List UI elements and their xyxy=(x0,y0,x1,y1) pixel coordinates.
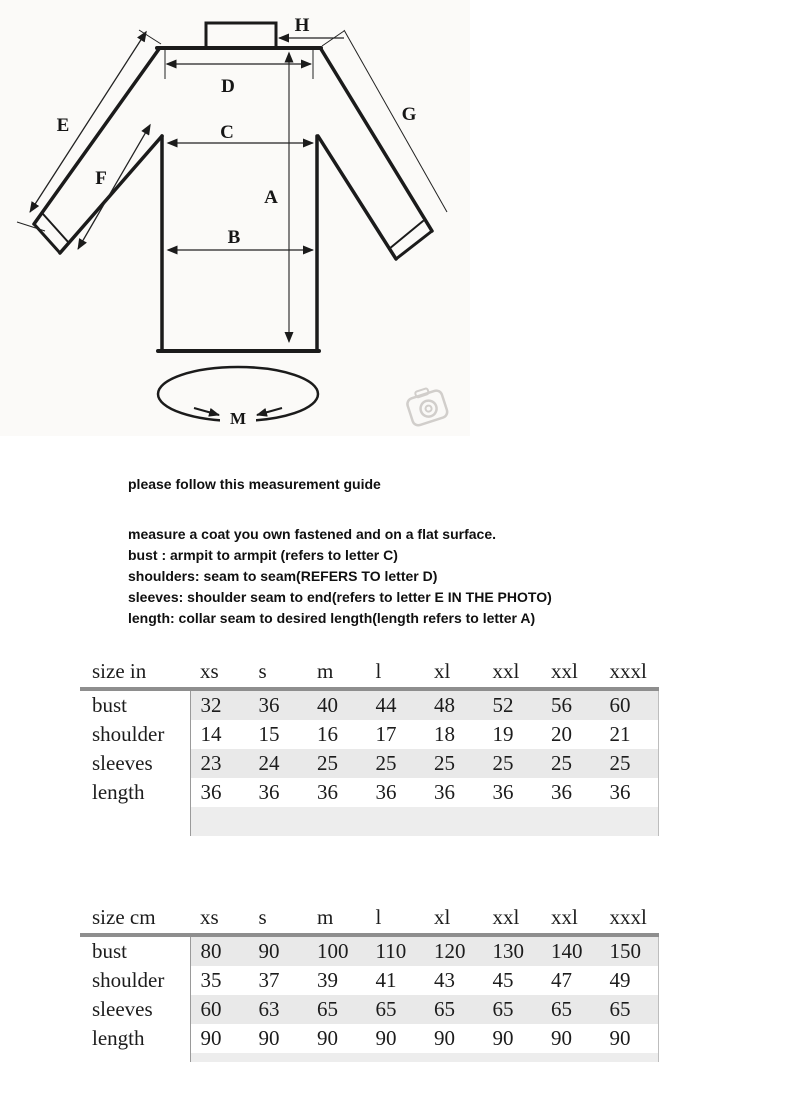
column-header: m xyxy=(307,904,366,935)
instruction-line: bust : armpit to armpit (refers to letter C) xyxy=(128,547,398,563)
size-value: 65 xyxy=(424,995,483,1024)
instruction-line: length: collar seam to desired length(length refers to letter A) xyxy=(128,610,536,626)
size-value: 36 xyxy=(551,780,572,804)
size-value: 25 xyxy=(424,749,483,778)
column-header: xl xyxy=(424,904,483,935)
table-title: size cm xyxy=(80,904,190,935)
header-row xyxy=(80,904,658,935)
instructions-title: please follow this measurement guide xyxy=(128,476,381,492)
header-row xyxy=(80,659,658,689)
size-value: 65 xyxy=(483,995,542,1024)
label-H: H xyxy=(294,15,310,36)
size-value: 60 xyxy=(600,689,659,720)
column-header: l xyxy=(366,659,425,689)
size-value: 65 xyxy=(541,995,600,1024)
column-header: xs xyxy=(190,659,249,689)
row-label: shoulder xyxy=(80,966,190,995)
size-value: 120 xyxy=(424,935,483,966)
size-value: 36 xyxy=(600,778,659,807)
empty-row xyxy=(80,1053,658,1062)
size-value: 56 xyxy=(541,689,600,720)
size-value: 44 xyxy=(366,689,425,720)
size-value: 16 xyxy=(317,722,338,746)
size-value: 90 xyxy=(551,1026,572,1050)
column-header: xxxl xyxy=(600,659,659,689)
size-value: 36 xyxy=(249,689,308,720)
size-value: 90 xyxy=(249,935,308,966)
size-value: 90 xyxy=(600,1024,659,1053)
size-value: 63 xyxy=(249,995,308,1024)
size-value: 90 xyxy=(317,1026,338,1050)
label-E: E xyxy=(56,115,70,136)
size-value: 37 xyxy=(258,968,280,992)
label-D: D xyxy=(221,76,235,97)
measurement-diagram xyxy=(0,0,470,436)
size-value: 80 xyxy=(190,935,249,966)
size-value: 14 xyxy=(190,720,249,749)
empty-row xyxy=(80,807,658,836)
size-value: 110 xyxy=(366,935,425,966)
size-value: 23 xyxy=(190,749,249,778)
size-value: 150 xyxy=(600,935,659,966)
size-value: 36 xyxy=(258,780,280,804)
size-value: 65 xyxy=(600,995,659,1024)
size-value: 36 xyxy=(375,780,397,804)
size-value: 18 xyxy=(434,722,455,746)
size-value: 25 xyxy=(483,749,542,778)
size-value: 36 xyxy=(434,780,455,804)
size-value: 90 xyxy=(375,1026,397,1050)
size-value: 43 xyxy=(434,968,455,992)
size-value: 41 xyxy=(375,968,397,992)
instruction-line: shoulders: seam to seam(REFERS TO letter D) xyxy=(128,568,438,584)
row-label: sleeves xyxy=(80,995,190,1024)
size-value: 17 xyxy=(375,722,397,746)
instruction-line: measure a coat you own fastened and on a flat surface. xyxy=(128,526,496,542)
label-G: G xyxy=(401,104,417,125)
size-value: 32 xyxy=(190,689,249,720)
table-body xyxy=(80,935,658,1053)
size-value: 90 xyxy=(492,1026,514,1050)
column-header: xxl xyxy=(541,659,600,689)
column-header: s xyxy=(249,659,308,689)
table-title: size in xyxy=(80,659,190,689)
table-row xyxy=(80,935,658,966)
label-F: F xyxy=(95,168,107,189)
instruction-line: sleeves: shoulder seam to end(refers to letter E IN THE PHOTO) xyxy=(128,589,552,605)
column-header: xxl xyxy=(541,904,600,935)
size-value: 52 xyxy=(483,689,542,720)
column-header: s xyxy=(249,904,308,935)
label-C: C xyxy=(220,122,234,143)
size-value: 25 xyxy=(541,749,600,778)
table-row xyxy=(80,1024,658,1053)
size-value: 49 xyxy=(600,966,659,995)
row-label: bust xyxy=(80,935,190,966)
column-header: m xyxy=(307,659,366,689)
size-value: 60 xyxy=(190,995,249,1024)
column-header: xs xyxy=(190,904,249,935)
column-header: xl xyxy=(424,659,483,689)
row-label: bust xyxy=(80,689,190,720)
scan-background xyxy=(0,0,470,436)
size-value: 90 xyxy=(434,1026,455,1050)
row-label: sleeves xyxy=(80,749,190,778)
column-header: xxl xyxy=(483,904,542,935)
instructions xyxy=(128,474,552,629)
size-value: 35 xyxy=(190,966,249,995)
table-row xyxy=(80,778,658,807)
size-value: 47 xyxy=(551,968,572,992)
column-header: l xyxy=(366,904,425,935)
size-value: 39 xyxy=(317,968,338,992)
table-row xyxy=(80,966,658,995)
size-table-cm xyxy=(80,904,659,1062)
size-value: 40 xyxy=(307,689,366,720)
column-header: xxl xyxy=(483,659,542,689)
table-body xyxy=(80,689,658,807)
size-value: 65 xyxy=(307,995,366,1024)
size-value: 19 xyxy=(492,722,514,746)
size-value: 20 xyxy=(551,722,572,746)
table-row xyxy=(80,720,658,749)
table-row xyxy=(80,749,658,778)
row-label: length xyxy=(80,1024,190,1053)
column-header: xxxl xyxy=(600,904,659,935)
size-value: 90 xyxy=(190,1024,249,1053)
size-value: 45 xyxy=(492,968,514,992)
size-value: 90 xyxy=(258,1026,280,1050)
size-value: 24 xyxy=(249,749,308,778)
size-value: 15 xyxy=(258,722,280,746)
size-value: 130 xyxy=(483,935,542,966)
size-value: 48 xyxy=(424,689,483,720)
size-value: 36 xyxy=(317,780,338,804)
table-row xyxy=(80,995,658,1024)
size-value: 25 xyxy=(307,749,366,778)
label-A: A xyxy=(264,187,278,208)
size-value: 36 xyxy=(190,778,249,807)
size-value: 21 xyxy=(600,720,659,749)
size-value: 100 xyxy=(307,935,366,966)
row-label: shoulder xyxy=(80,720,190,749)
size-value: 36 xyxy=(492,780,514,804)
size-value: 25 xyxy=(600,749,659,778)
size-value: 140 xyxy=(541,935,600,966)
size-table-inches xyxy=(80,659,659,836)
row-label: length xyxy=(80,778,190,807)
size-value: 65 xyxy=(366,995,425,1024)
size-value: 25 xyxy=(366,749,425,778)
label-B: B xyxy=(227,227,241,248)
table-row xyxy=(80,689,658,720)
label-M: M xyxy=(229,409,247,428)
